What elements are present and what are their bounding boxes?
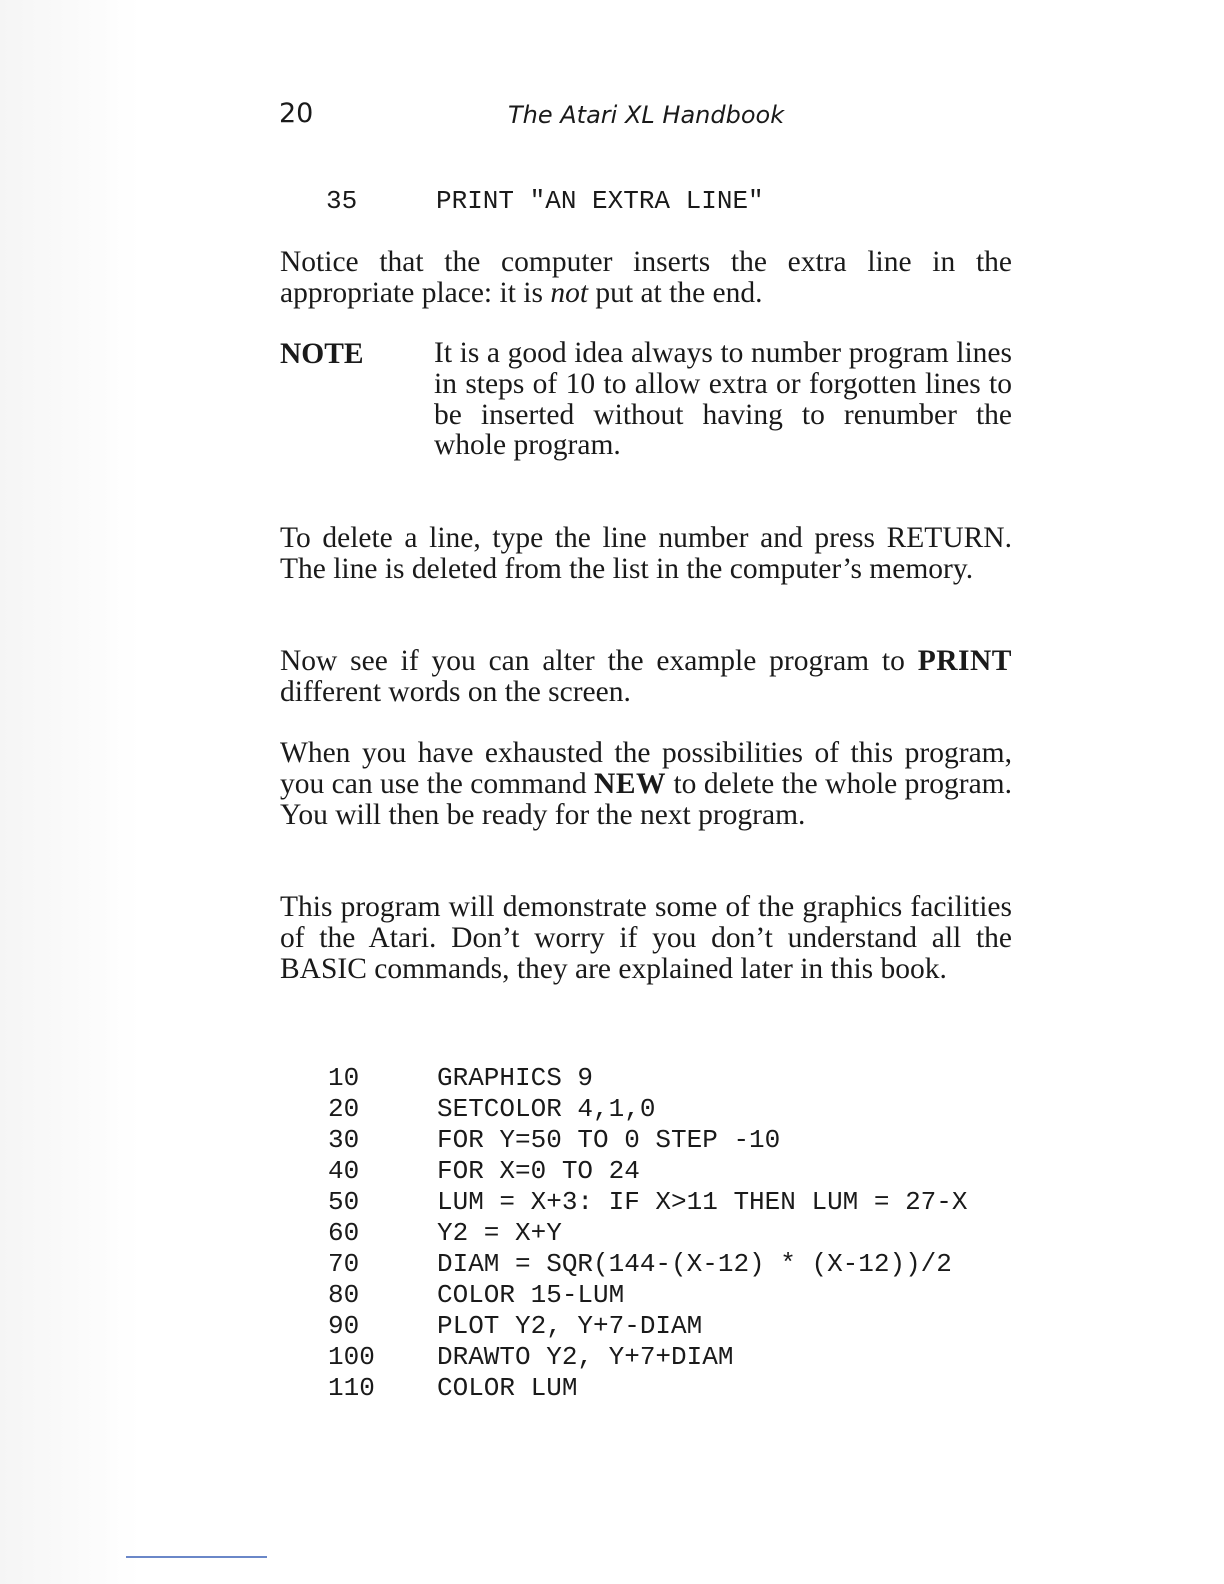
footer-rule xyxy=(126,1556,267,1558)
line-number: 100 xyxy=(328,1342,375,1372)
paragraph-graphics-intro: This program will demonstrate some of the graphics facilities of the Atari. Don’t worry if you don’t understand all the BASIC commands, they are explained later in this book. xyxy=(280,891,1012,985)
listing-row xyxy=(328,1125,1017,1156)
line-number: 80 xyxy=(328,1280,360,1310)
line-code: Y2 = X+Y xyxy=(437,1218,562,1248)
paragraph-text: Notice that the computer inserts the extra line in the appropriate place: it is xyxy=(280,246,1012,309)
line-number: 90 xyxy=(328,1311,360,1341)
line-code: FOR X=0 TO 24 xyxy=(437,1156,640,1186)
keyword-print: PRINT xyxy=(917,645,1012,677)
line-code: DRAWTO Y2, Y+7+DIAM xyxy=(437,1342,734,1372)
line-code: DIAM = SQR(144-(X-12) * (X-12))/2 xyxy=(437,1249,952,1279)
paragraph-text: Now see if you can alter the example program to xyxy=(280,645,918,677)
line-code: GRAPHICS 9 xyxy=(437,1063,594,1093)
line-number: 40 xyxy=(328,1156,360,1186)
listing-row xyxy=(328,1342,1017,1373)
listing-row xyxy=(328,1156,1017,1187)
program-listing xyxy=(328,1063,1017,1404)
listing-row xyxy=(328,1311,1017,1342)
line-code: PLOT Y2, Y+7-DIAM xyxy=(437,1311,703,1341)
line-number: 30 xyxy=(328,1125,360,1155)
line-number: 10 xyxy=(328,1063,360,1093)
code-line-35 xyxy=(326,186,764,217)
note-text: It is a good idea always to number program lines in steps of 10 to allow extra or forgotten lines to be inserted without having to renumber the whole program. xyxy=(434,337,1012,462)
line-code: COLOR LUM xyxy=(437,1373,578,1403)
line-code: FOR Y=50 TO 0 STEP -10 xyxy=(437,1125,781,1155)
line-number: 20 xyxy=(328,1094,360,1124)
line-code: SETCOLOR 4,1,0 xyxy=(437,1094,656,1124)
paragraph-new-command xyxy=(280,738,1012,830)
line-code: COLOR 15-LUM xyxy=(437,1280,625,1310)
paragraph-text: different words on the screen. xyxy=(280,675,631,708)
paragraph-delete-line: To delete a line, type the line number and press RETURN. The line is deleted from the list in the computer’s memory. xyxy=(280,522,1012,585)
paragraph-text: When you have exhausted the possibilities of this program, you can use the command xyxy=(280,737,1012,800)
paragraph-text: to delete the whole program. You will then be ready for the next program. xyxy=(280,767,1012,831)
code-line-statement: PRINT "AN EXTRA LINE" xyxy=(436,186,764,216)
scan-shadow xyxy=(0,0,140,1584)
running-head-title: The Atari XL Handbook xyxy=(508,101,785,129)
paragraph-insert-line xyxy=(280,247,1012,309)
line-number: 60 xyxy=(328,1218,360,1248)
code-line-number: 35 xyxy=(326,186,358,216)
page-number: 20 xyxy=(279,98,314,129)
paragraph-text: put at the end. xyxy=(588,276,763,309)
keyword-new: NEW xyxy=(594,767,667,800)
listing-row xyxy=(328,1249,1017,1280)
listing-row xyxy=(328,1094,1017,1125)
note-label: NOTE xyxy=(280,338,364,370)
line-number: 70 xyxy=(328,1249,360,1279)
line-number: 110 xyxy=(328,1373,375,1403)
listing-row xyxy=(328,1280,1017,1311)
listing-row xyxy=(328,1218,1017,1249)
listing-row xyxy=(328,1063,1017,1094)
line-number: 50 xyxy=(328,1187,360,1217)
listing-row xyxy=(328,1373,1017,1404)
emphasis-text: not xyxy=(550,276,589,309)
listing-row xyxy=(328,1187,1017,1218)
line-code: LUM = X+3: IF X>11 THEN LUM = 27-X xyxy=(437,1187,968,1217)
paragraph-alter-program xyxy=(280,646,1012,708)
